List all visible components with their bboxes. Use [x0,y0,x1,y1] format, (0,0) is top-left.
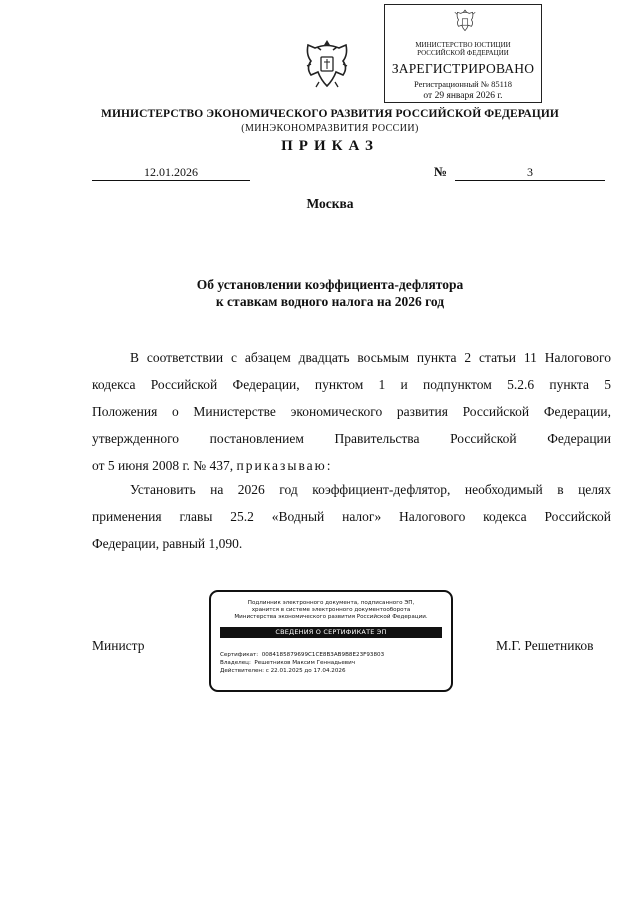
esig-owner-row [220,660,355,667]
paragraph-line: Положения о Министерстве экономического развития Российской Федерации, [92,404,611,419]
paragraph-line: В соответствии с абзацем двадцать восьмым пункта 2 статьи 11 Налогового [130,350,611,365]
coat-of-arms-icon [452,8,478,36]
stamp-ministry-line2: РОССИЙСКОЙ ФЕДЕРАЦИИ [417,49,509,57]
document-title-line1: Об установлении коэффициента-дефлятора [196,277,464,292]
esig-valid-value: с 22.01.2025 до 17.04.2026 [265,668,346,674]
esig-note-line2: хранится в системе электронного документооборота [251,607,411,613]
esig-header: СВЕДЕНИЯ О СЕРТИФИКАТЕ ЭП [220,627,442,638]
decree-reference: от 5 июня 2008 г. № 437, [92,458,234,473]
registration-stamp [384,4,542,103]
stamp-reg-number: Регистрационный № 85118 [413,79,513,89]
ministry-name: МИНИСТЕРСТВО ЭКОНОМИЧЕСКОГО РАЗВИТИЯ РОССИЙСКОЙ ФЕДЕРАЦИИ [101,108,559,120]
esig-cert-value: 0084185879699C1CE8B3AB9B8E23F93803 [261,652,385,658]
electronic-signature-box [209,590,453,692]
esig-validity-row [220,668,346,675]
esig-owner-label: Владелец: [220,660,251,666]
paragraph-line [92,452,611,479]
esig-valid-label: Действителен: [220,668,264,674]
number-sign: № [434,164,448,179]
esig-cert-label: Сертификат: [220,652,259,658]
esig-note-line3: Министерства экономического развития Российской Федерации. [234,614,428,620]
esig-owner-value: Решетников Максим Геннадьевич [254,660,356,666]
paragraph-line: Федерации, равный 1,090. [92,536,243,551]
paragraph-line: кодекса Российской Федерации, пунктом 1 и подпунктом 5.2.6 пункта 5 [92,377,611,392]
city: Москва [306,196,354,211]
body-paragraph-1 [92,344,611,479]
paragraph-line: Установить на 2026 год коэффициент-дефлятор, необходимый в целях [130,482,611,497]
esig-note-line1: Подлинник электронного документа, подписанного ЭП, [247,600,415,606]
paragraph-line: применения главы 25.2 «Водный налог» Налогового кодекса Российской [92,509,611,524]
coat-of-arms-icon [305,38,349,90]
signatory-name: М.Г. Решетников [496,638,594,653]
stamp-status: ЗАРЕГИСТРИРОВАНО [391,61,535,76]
signatory-position: Министр [92,638,145,653]
stamp-reg-date: от 29 января 2026 г. [423,91,503,101]
order-date: 12.01.2026 [92,165,250,181]
document-title-line2: к ставкам водного налога на 2026 год [215,294,445,309]
document-type: ПРИКАЗ [281,138,379,154]
esig-certificate-row [220,652,384,659]
order-number: 3 [455,165,605,181]
order-word: приказываю: [236,458,333,473]
stamp-ministry-line1: МИНИСТЕРСТВО ЮСТИЦИИ [415,41,511,49]
ministry-short-name: (МИНЭКОНОМРАЗВИТИЯ РОССИИ) [241,123,419,134]
paragraph-line: утвержденного постановлением Правительства Российской Федерации [92,431,611,446]
body-paragraph-2 [92,476,611,557]
